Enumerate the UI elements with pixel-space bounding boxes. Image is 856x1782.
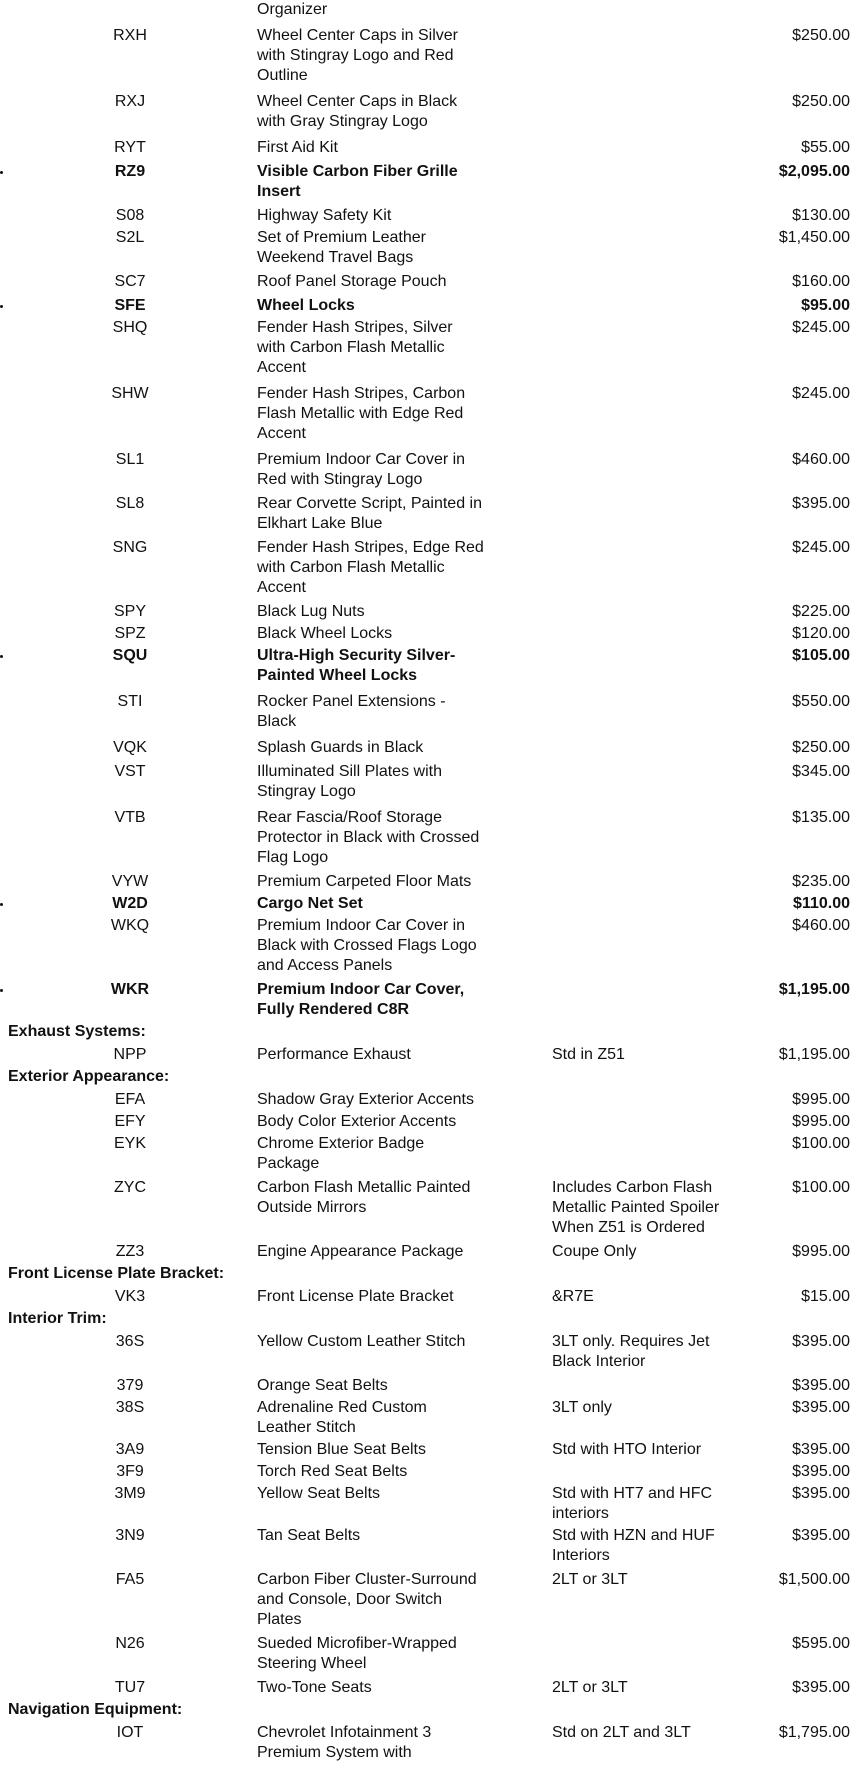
option-note bbox=[552, 1678, 748, 1698]
description-line: Yellow Custom Leather Stitch bbox=[257, 1333, 466, 1350]
description-line: Black Wheel Locks bbox=[257, 625, 393, 642]
description-line: Engine Appearance Package bbox=[257, 1243, 464, 1260]
option-code: VTB bbox=[114, 809, 146, 826]
option-code: SQU bbox=[112, 647, 148, 664]
option-price: $1,795.00 bbox=[778, 1724, 850, 1741]
option-description bbox=[257, 692, 517, 732]
option-description bbox=[257, 1723, 517, 1763]
option-code: NPP bbox=[113, 1046, 147, 1063]
description-line: Flag Logo bbox=[257, 849, 329, 866]
option-price: $250.00 bbox=[792, 739, 850, 756]
note-line: Interiors bbox=[552, 1547, 610, 1564]
option-code: EFY bbox=[114, 1113, 146, 1130]
description-line: Premium Carpeted Floor Mats bbox=[257, 873, 472, 890]
option-price: $460.00 bbox=[792, 451, 850, 468]
note-line: Std on 2LT and 3LT bbox=[552, 1724, 691, 1741]
option-row bbox=[0, 1376, 856, 1398]
option-price: $120.00 bbox=[792, 625, 850, 642]
option-description bbox=[257, 1287, 517, 1307]
option-price: $395.00 bbox=[792, 1377, 850, 1394]
option-code: EYK bbox=[113, 1135, 146, 1152]
option-row bbox=[0, 1134, 856, 1178]
description-line: Protector in Black with Crossed bbox=[257, 829, 480, 846]
option-row bbox=[0, 1112, 856, 1134]
option-description bbox=[257, 872, 517, 892]
description-line: Shadow Gray Exterior Accents bbox=[257, 1091, 474, 1108]
option-row bbox=[0, 538, 856, 602]
option-description bbox=[257, 318, 517, 378]
option-code: TU7 bbox=[114, 1679, 146, 1696]
option-price: $1,195.00 bbox=[778, 981, 850, 998]
option-row bbox=[0, 26, 856, 92]
note-line: 2LT or 3LT bbox=[552, 1571, 628, 1588]
description-line: with Stingray Logo and Red bbox=[257, 47, 454, 64]
option-row bbox=[0, 162, 856, 206]
note-line: 2LT or 3LT bbox=[552, 1679, 628, 1696]
description-line: Fully Rendered C8R bbox=[257, 1001, 410, 1018]
option-price: $1,450.00 bbox=[778, 229, 850, 246]
option-code: SHW bbox=[111, 385, 149, 402]
description-line: Premium Indoor Car Cover in bbox=[257, 917, 466, 934]
option-row bbox=[0, 1723, 856, 1763]
option-price: $225.00 bbox=[792, 603, 850, 620]
option-code: SC7 bbox=[114, 273, 146, 290]
option-price: $395.00 bbox=[792, 1399, 850, 1416]
note-line: Includes Carbon Flash bbox=[552, 1179, 713, 1196]
option-price: $395.00 bbox=[792, 1527, 850, 1544]
description-line: Splash Guards in Black bbox=[257, 739, 424, 756]
option-price: $130.00 bbox=[792, 207, 850, 224]
option-code: 3A9 bbox=[115, 1441, 145, 1458]
note-line: 3LT only. Requires Jet bbox=[552, 1333, 710, 1350]
note-line: 3LT only bbox=[552, 1399, 612, 1416]
option-code: 3F9 bbox=[116, 1463, 144, 1480]
category-heading: Navigation Equipment: bbox=[8, 1701, 183, 1718]
description-line: Rear Fascia/Roof Storage bbox=[257, 809, 442, 826]
option-row bbox=[0, 808, 856, 872]
option-description bbox=[257, 762, 517, 802]
option-description bbox=[257, 162, 517, 202]
option-row bbox=[0, 602, 856, 624]
option-description bbox=[257, 0, 517, 20]
option-row bbox=[0, 1526, 856, 1570]
option-code: SPY bbox=[113, 603, 146, 620]
option-price: $995.00 bbox=[792, 1243, 850, 1260]
category-heading: Front License Plate Bracket: bbox=[8, 1265, 225, 1282]
bullet-icon bbox=[0, 989, 3, 992]
description-line: Fender Hash Stripes, Silver bbox=[257, 319, 453, 336]
category-heading: Interior Trim: bbox=[8, 1310, 107, 1327]
option-note bbox=[552, 1178, 748, 1238]
description-line: Stingray Logo bbox=[257, 783, 356, 800]
option-code: VK3 bbox=[114, 1288, 146, 1305]
option-description bbox=[257, 296, 517, 316]
description-line: Front License Plate Bracket bbox=[257, 1288, 454, 1305]
description-line: Accent bbox=[257, 359, 306, 376]
option-note bbox=[552, 1440, 748, 1460]
description-line: Wheel Locks bbox=[257, 297, 355, 314]
option-price: $1,500.00 bbox=[778, 1571, 850, 1588]
option-row bbox=[0, 206, 856, 228]
option-price: $95.00 bbox=[801, 297, 850, 314]
description-line: Adrenaline Red Custom bbox=[257, 1399, 427, 1416]
option-code: ZYC bbox=[114, 1179, 146, 1196]
option-row bbox=[0, 1462, 856, 1484]
option-description bbox=[257, 1634, 517, 1674]
description-line: Carbon Flash Metallic Painted bbox=[257, 1179, 471, 1196]
option-price: $100.00 bbox=[792, 1179, 850, 1196]
description-line: Premium Indoor Car Cover in bbox=[257, 451, 466, 468]
option-description bbox=[257, 538, 517, 598]
description-line: Chrome Exterior Badge bbox=[257, 1135, 425, 1152]
option-row bbox=[0, 92, 856, 138]
option-code: RXH bbox=[113, 27, 147, 44]
option-row bbox=[0, 916, 856, 980]
note-line: Metallic Painted Spoiler bbox=[552, 1199, 720, 1216]
description-line: with Carbon Flash Metallic bbox=[257, 559, 445, 576]
description-line: Chevrolet Infotainment 3 bbox=[257, 1724, 432, 1741]
description-line: Set of Premium Leather bbox=[257, 229, 426, 246]
option-description bbox=[257, 138, 517, 158]
option-price: $135.00 bbox=[792, 809, 850, 826]
option-description bbox=[257, 1178, 517, 1218]
option-price: $100.00 bbox=[792, 1135, 850, 1152]
option-description bbox=[257, 1045, 517, 1065]
option-row bbox=[0, 494, 856, 538]
option-code: 3N9 bbox=[115, 1527, 145, 1544]
option-price: $395.00 bbox=[792, 1485, 850, 1502]
option-row bbox=[0, 692, 856, 738]
option-price: $1,195.00 bbox=[778, 1046, 850, 1063]
option-row bbox=[0, 762, 856, 808]
option-description bbox=[257, 916, 517, 976]
option-note bbox=[552, 1332, 748, 1372]
option-price: $110.00 bbox=[793, 895, 850, 912]
description-line: Performance Exhaust bbox=[257, 1046, 411, 1063]
option-row bbox=[0, 1484, 856, 1526]
option-code: 3M9 bbox=[114, 1485, 146, 1502]
option-price: $395.00 bbox=[792, 495, 850, 512]
option-row bbox=[0, 228, 856, 272]
description-line: Tension Blue Seat Belts bbox=[257, 1441, 426, 1458]
option-code: RYT bbox=[114, 139, 146, 156]
option-row bbox=[0, 1045, 856, 1067]
description-line: and Console, Door Switch bbox=[257, 1591, 442, 1608]
description-line: Insert bbox=[257, 183, 301, 200]
option-code: SFE bbox=[114, 297, 146, 314]
description-line: Orange Seat Belts bbox=[257, 1377, 388, 1394]
option-row bbox=[0, 624, 856, 646]
option-row bbox=[0, 318, 856, 384]
option-price: $245.00 bbox=[792, 319, 850, 336]
option-row bbox=[0, 1090, 856, 1112]
option-note bbox=[552, 1570, 748, 1590]
option-price: $250.00 bbox=[792, 27, 850, 44]
option-code: ZZ3 bbox=[115, 1243, 145, 1260]
option-code: 36S bbox=[115, 1333, 145, 1350]
option-code: IOT bbox=[116, 1724, 144, 1741]
option-code: SL8 bbox=[115, 495, 145, 512]
option-price: $245.00 bbox=[792, 539, 850, 556]
option-code: VST bbox=[114, 763, 146, 780]
option-price: $995.00 bbox=[792, 1113, 850, 1130]
option-description bbox=[257, 808, 517, 868]
option-price: $250.00 bbox=[792, 93, 850, 110]
note-line: Std with HTO Interior bbox=[552, 1441, 702, 1458]
option-code: S08 bbox=[115, 207, 145, 224]
description-line: Yellow Seat Belts bbox=[257, 1485, 381, 1502]
bullet-icon bbox=[0, 305, 3, 308]
description-line: Leather Stitch bbox=[257, 1419, 356, 1436]
bullet-icon bbox=[0, 171, 3, 174]
description-line: Package bbox=[257, 1155, 320, 1172]
description-line: with Gray Stingray Logo bbox=[257, 113, 428, 130]
note-line: When Z51 is Ordered bbox=[552, 1219, 705, 1236]
option-code: SNG bbox=[112, 539, 148, 556]
option-row bbox=[0, 1242, 856, 1264]
option-row bbox=[0, 138, 856, 162]
option-code: SHQ bbox=[112, 319, 148, 336]
description-line: Accent bbox=[257, 425, 306, 442]
description-line: Elkhart Lake Blue bbox=[257, 515, 383, 532]
option-description bbox=[257, 1678, 517, 1698]
option-description bbox=[257, 1484, 517, 1504]
option-description bbox=[257, 1112, 517, 1132]
option-price: $55.00 bbox=[801, 139, 850, 156]
option-row bbox=[0, 738, 856, 762]
option-description bbox=[257, 1398, 517, 1438]
option-description bbox=[257, 1090, 517, 1110]
option-note bbox=[552, 1242, 748, 1262]
option-description bbox=[257, 980, 517, 1020]
note-line: Coupe Only bbox=[552, 1243, 637, 1260]
option-price: $395.00 bbox=[792, 1333, 850, 1350]
description-line: Visible Carbon Fiber Grille bbox=[257, 163, 458, 180]
option-note bbox=[552, 1526, 748, 1566]
description-line: Outline bbox=[257, 67, 308, 84]
option-price: $595.00 bbox=[792, 1635, 850, 1652]
option-row bbox=[0, 646, 856, 692]
description-line: Two-Tone Seats bbox=[257, 1679, 372, 1696]
description-line: Roof Panel Storage Pouch bbox=[257, 273, 447, 290]
option-code: WKQ bbox=[110, 917, 150, 934]
description-line: with Carbon Flash Metallic bbox=[257, 339, 445, 356]
category-heading: Exhaust Systems: bbox=[8, 1023, 146, 1040]
option-code: WKR bbox=[110, 981, 150, 998]
option-description bbox=[257, 602, 517, 622]
description-line: Wheel Center Caps in Black bbox=[257, 93, 458, 110]
option-row bbox=[0, 272, 856, 296]
option-description bbox=[257, 624, 517, 644]
note-line: Std with HZN and HUF bbox=[552, 1527, 715, 1544]
option-description bbox=[257, 1440, 517, 1460]
description-line: Painted Wheel Locks bbox=[257, 667, 418, 684]
option-description bbox=[257, 494, 517, 534]
option-price: $345.00 bbox=[792, 763, 850, 780]
option-row bbox=[0, 1332, 856, 1376]
description-line: First Aid Kit bbox=[257, 139, 338, 156]
description-line: Red with Stingray Logo bbox=[257, 471, 423, 488]
description-line: Fender Hash Stripes, Edge Red bbox=[257, 539, 484, 556]
option-row bbox=[0, 1398, 856, 1440]
option-row bbox=[0, 980, 856, 1022]
option-code: RZ9 bbox=[114, 163, 146, 180]
note-line: Std with HT7 and HFC bbox=[552, 1485, 713, 1502]
option-code: 379 bbox=[116, 1377, 144, 1394]
option-description bbox=[257, 738, 517, 758]
description-line: Wheel Center Caps in Silver bbox=[257, 27, 458, 44]
option-code: VQK bbox=[113, 739, 147, 756]
option-row bbox=[0, 1570, 856, 1634]
description-line: Rocker Panel Extensions - bbox=[257, 693, 446, 710]
option-description bbox=[257, 1526, 517, 1546]
note-line: interiors bbox=[552, 1505, 609, 1522]
bullet-icon bbox=[0, 903, 3, 906]
option-description bbox=[257, 1332, 517, 1352]
description-line: Body Color Exterior Accents bbox=[257, 1113, 457, 1130]
option-row bbox=[0, 1287, 856, 1309]
option-description bbox=[257, 1134, 517, 1174]
option-note bbox=[552, 1723, 748, 1743]
description-line: Premium Indoor Car Cover, bbox=[257, 981, 465, 998]
description-line: Black with Crossed Flags Logo bbox=[257, 937, 477, 954]
option-code: W2D bbox=[112, 895, 148, 912]
option-price: $2,095.00 bbox=[778, 163, 850, 180]
note-line: Black Interior bbox=[552, 1353, 646, 1370]
description-line: Fender Hash Stripes, Carbon bbox=[257, 385, 466, 402]
description-line: Ultra-High Security Silver- bbox=[257, 647, 456, 664]
option-row bbox=[0, 872, 856, 894]
option-code: SPZ bbox=[114, 625, 146, 642]
description-line: Weekend Travel Bags bbox=[257, 249, 414, 266]
option-row bbox=[0, 1634, 856, 1678]
option-description bbox=[257, 646, 517, 686]
option-code: N26 bbox=[115, 1635, 145, 1652]
option-row bbox=[0, 296, 856, 318]
option-price: $160.00 bbox=[792, 273, 850, 290]
description-line: Tan Seat Belts bbox=[257, 1527, 361, 1544]
option-code: EFA bbox=[114, 1091, 146, 1108]
option-description bbox=[257, 272, 517, 292]
option-code: SL1 bbox=[115, 451, 145, 468]
option-description bbox=[257, 1376, 517, 1396]
option-note bbox=[552, 1045, 748, 1065]
option-price: $995.00 bbox=[792, 1091, 850, 1108]
option-code: VYW bbox=[111, 873, 149, 890]
option-price: $395.00 bbox=[792, 1441, 850, 1458]
option-price: $395.00 bbox=[792, 1679, 850, 1696]
option-price: $15.00 bbox=[801, 1288, 850, 1305]
bullet-icon bbox=[0, 655, 3, 658]
description-line: and Access Panels bbox=[257, 957, 393, 974]
category-heading: Exterior Appearance: bbox=[8, 1068, 170, 1085]
option-code: 38S bbox=[115, 1399, 145, 1416]
description-line: Torch Red Seat Belts bbox=[257, 1463, 408, 1480]
option-code: RXJ bbox=[114, 93, 146, 110]
option-description bbox=[257, 384, 517, 444]
option-code: S2L bbox=[115, 229, 145, 246]
description-line: Highway Safety Kit bbox=[257, 207, 392, 224]
option-row bbox=[0, 0, 856, 26]
description-line: Carbon Fiber Cluster-Surround bbox=[257, 1571, 477, 1588]
option-code: STI bbox=[117, 693, 143, 710]
option-row bbox=[0, 450, 856, 494]
description-line: Black Lug Nuts bbox=[257, 603, 365, 620]
option-description bbox=[257, 26, 517, 86]
description-line: Steering Wheel bbox=[257, 1655, 367, 1672]
option-row bbox=[0, 1678, 856, 1700]
option-price: $245.00 bbox=[792, 385, 850, 402]
option-row bbox=[0, 384, 856, 450]
description-line: Flash Metallic with Edge Red bbox=[257, 405, 464, 422]
note-line: Std in Z51 bbox=[552, 1046, 625, 1063]
description-line: Sueded Microfiber-Wrapped bbox=[257, 1635, 457, 1652]
option-description bbox=[257, 894, 517, 914]
option-price: $105.00 bbox=[792, 647, 850, 664]
note-line: &R7E bbox=[552, 1288, 594, 1305]
option-description bbox=[257, 1462, 517, 1482]
option-price: $235.00 bbox=[792, 873, 850, 890]
option-description bbox=[257, 206, 517, 226]
option-description bbox=[257, 228, 517, 268]
option-code: FA5 bbox=[115, 1571, 145, 1588]
option-row bbox=[0, 1440, 856, 1462]
description-line: Outside Mirrors bbox=[257, 1199, 367, 1216]
description-line: Rear Corvette Script, Painted in bbox=[257, 495, 482, 512]
option-description bbox=[257, 1570, 517, 1630]
option-price: $460.00 bbox=[792, 917, 850, 934]
option-price: $395.00 bbox=[792, 1463, 850, 1480]
description-line: Organizer bbox=[257, 1, 328, 18]
option-note bbox=[552, 1287, 748, 1307]
description-line: Plates bbox=[257, 1611, 302, 1628]
option-row bbox=[0, 894, 856, 916]
description-line: Illuminated Sill Plates with bbox=[257, 763, 442, 780]
option-note bbox=[552, 1398, 748, 1418]
description-line: Accent bbox=[257, 579, 306, 596]
option-description bbox=[257, 92, 517, 132]
description-line: Premium System with bbox=[257, 1744, 412, 1761]
option-price: $550.00 bbox=[792, 693, 850, 710]
option-note bbox=[552, 1484, 748, 1524]
option-description bbox=[257, 1242, 517, 1262]
option-row bbox=[0, 1178, 856, 1242]
description-line: Cargo Net Set bbox=[257, 895, 363, 912]
description-line: Black bbox=[257, 713, 297, 730]
option-description bbox=[257, 450, 517, 490]
